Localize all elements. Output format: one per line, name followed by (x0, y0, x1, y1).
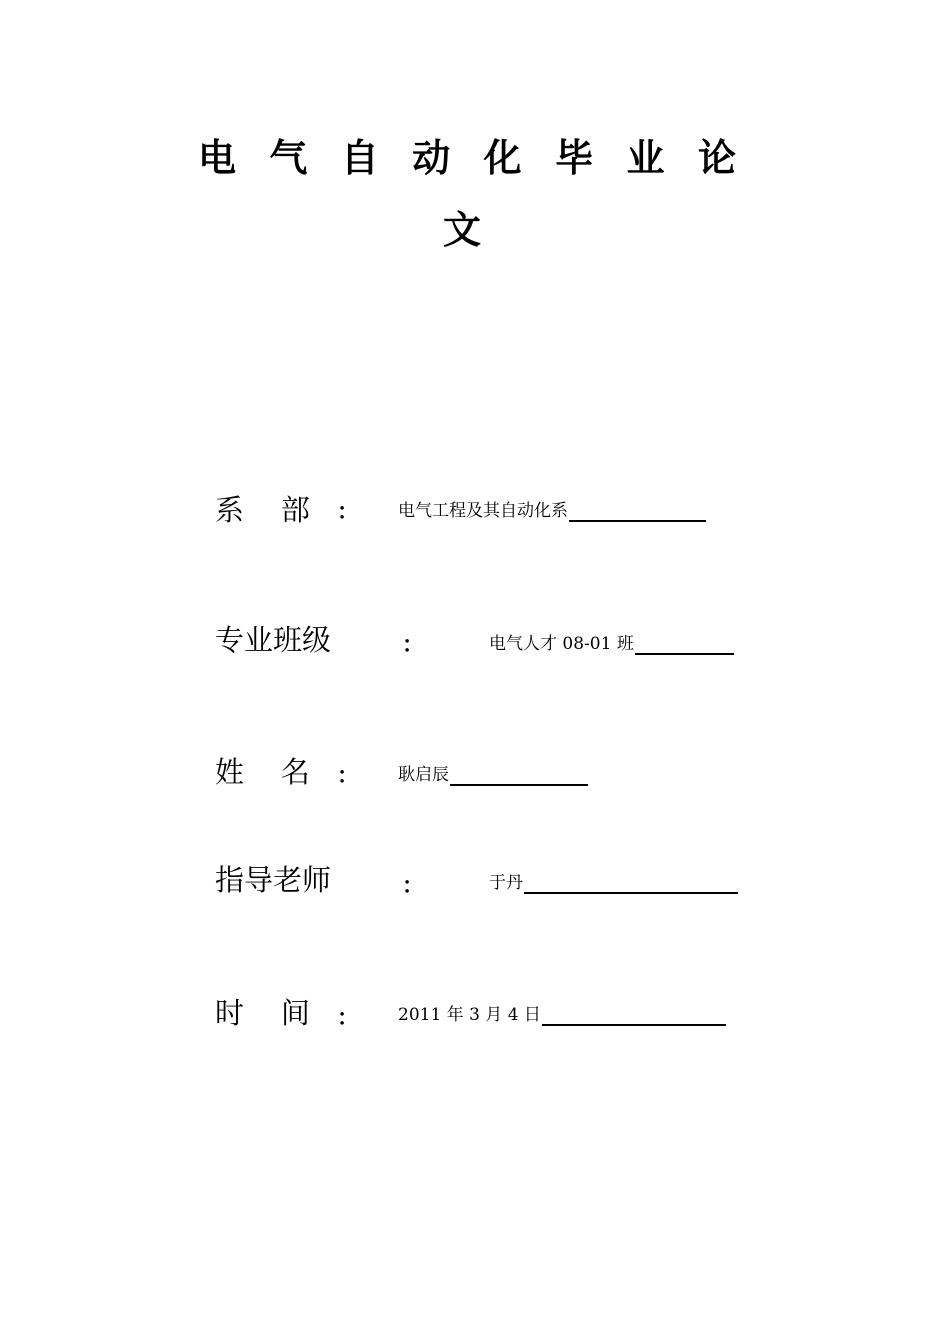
title-char: 业 (626, 135, 665, 180)
title-char: 化 (483, 135, 522, 180)
department-value: 电气工程及其自动化系 (398, 501, 568, 521)
time-label: 时 间 (215, 996, 310, 1030)
title-char: 毕 (555, 135, 594, 180)
major-class-value: 电气人才 08-01 班 (489, 634, 634, 654)
thesis-title-line-2: 文 (442, 208, 481, 252)
advisor-field (489, 872, 738, 894)
major-class-underline (635, 635, 734, 655)
advisor-underline (524, 874, 738, 894)
time-colon: ： (337, 1005, 360, 1031)
thesis-title-line-1 (197, 128, 737, 180)
name-underline (450, 766, 588, 786)
time-underline (542, 1006, 726, 1026)
time-field (398, 1004, 726, 1026)
title-char: 论 (697, 135, 736, 180)
name-colon: ： (337, 763, 360, 789)
title-char: 气 (269, 135, 308, 180)
title-char: 自 (340, 135, 379, 180)
time-value: 2011 年 3 月 4 日 (398, 1005, 541, 1025)
name-field (398, 764, 588, 786)
title-char: 动 (412, 135, 451, 180)
advisor-label: 指导老师 (215, 863, 332, 897)
department-field (398, 500, 706, 522)
advisor-value: 于丹 (489, 873, 523, 893)
department-label: 系 部 (215, 493, 310, 527)
major-class-field (489, 633, 734, 655)
department-colon: ： (337, 499, 360, 525)
major-class-label: 专业班级 (215, 623, 332, 657)
department-underline (569, 502, 706, 522)
title-char: 电 (197, 135, 236, 180)
name-value: 耿启辰 (398, 765, 449, 785)
major-class-colon: ： (402, 632, 425, 658)
name-label: 姓 名 (215, 755, 310, 789)
advisor-colon: ： (402, 873, 425, 899)
